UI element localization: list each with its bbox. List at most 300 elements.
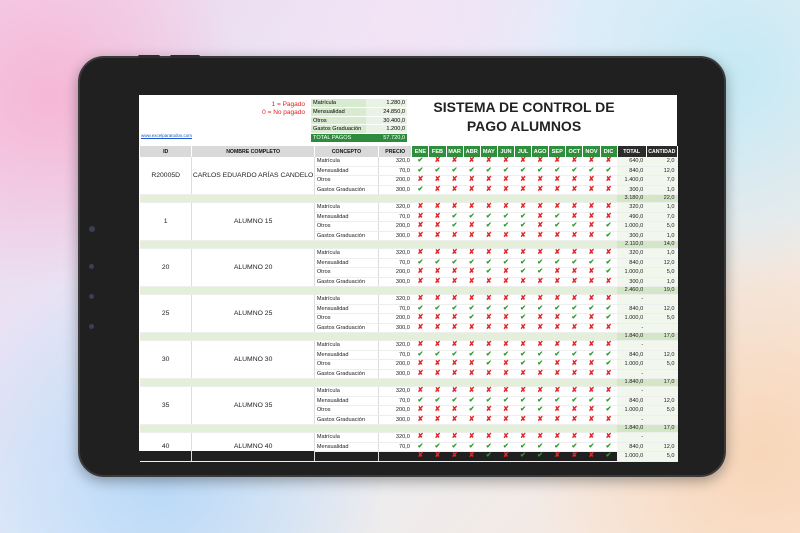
paid-check-icon[interactable]: ✔ [549, 304, 566, 314]
unpaid-cross-icon[interactable]: ✘ [412, 203, 429, 213]
unpaid-cross-icon[interactable]: ✘ [429, 360, 446, 370]
paid-check-icon[interactable]: ✔ [583, 304, 600, 314]
unpaid-cross-icon[interactable]: ✘ [429, 406, 446, 416]
unpaid-cross-icon[interactable]: ✘ [480, 314, 497, 324]
paid-check-icon[interactable]: ✔ [549, 166, 566, 176]
price-cell[interactable]: 70,0 [379, 212, 412, 222]
unpaid-cross-icon[interactable]: ✘ [497, 185, 514, 195]
unpaid-cross-icon[interactable]: ✘ [429, 176, 446, 186]
paid-check-icon[interactable]: ✔ [480, 222, 497, 232]
price-cell[interactable]: 70,0 [379, 166, 412, 176]
unpaid-cross-icon[interactable]: ✘ [463, 369, 480, 379]
unpaid-cross-icon[interactable]: ✘ [480, 369, 497, 379]
paid-check-icon[interactable]: ✔ [532, 258, 549, 268]
total-cell[interactable]: 1.000,0 [617, 222, 646, 232]
concept-cell[interactable]: Otros [314, 314, 378, 324]
concept-cell[interactable]: Gastos Graduación [314, 231, 378, 241]
unpaid-cross-icon[interactable]: ✘ [566, 212, 583, 222]
unpaid-cross-icon[interactable]: ✘ [497, 341, 514, 351]
unpaid-cross-icon[interactable]: ✘ [480, 295, 497, 305]
paid-check-icon[interactable]: ✔ [566, 304, 583, 314]
qty-cell[interactable] [646, 341, 677, 351]
unpaid-cross-icon[interactable]: ✘ [446, 415, 463, 425]
price-cell[interactable]: 70,0 [379, 396, 412, 406]
paid-check-icon[interactable]: ✔ [412, 166, 429, 176]
paid-check-icon[interactable]: ✔ [515, 166, 532, 176]
unpaid-cross-icon[interactable]: ✘ [497, 360, 514, 370]
total-cell[interactable]: - [617, 415, 646, 425]
unpaid-cross-icon[interactable]: ✘ [429, 203, 446, 213]
paid-check-icon[interactable]: ✔ [446, 396, 463, 406]
unpaid-cross-icon[interactable]: ✘ [532, 203, 549, 213]
unpaid-cross-icon[interactable]: ✘ [532, 341, 549, 351]
unpaid-cross-icon[interactable]: ✘ [446, 360, 463, 370]
total-cell[interactable]: 300,0 [617, 185, 646, 195]
unpaid-cross-icon[interactable]: ✘ [446, 295, 463, 305]
paid-check-icon[interactable]: ✔ [480, 212, 497, 222]
student-id[interactable]: 40 [140, 433, 192, 462]
price-cell[interactable]: 200,0 [379, 360, 412, 370]
concept-cell[interactable]: Matrícula [314, 203, 378, 213]
price-cell[interactable]: 320,0 [379, 341, 412, 351]
paid-check-icon[interactable]: ✔ [480, 166, 497, 176]
paid-check-icon[interactable]: ✔ [600, 304, 617, 314]
qty-cell[interactable]: 5,0 [646, 406, 677, 416]
paid-check-icon[interactable]: ✔ [446, 212, 463, 222]
col-price[interactable]: PRECIO [379, 146, 412, 157]
student-name[interactable]: ALUMNO 20 [192, 249, 314, 287]
paid-check-icon[interactable]: ✔ [600, 166, 617, 176]
concept-cell[interactable]: Gastos Graduación [314, 185, 378, 195]
paid-check-icon[interactable]: ✔ [532, 360, 549, 370]
student-id[interactable]: 35 [140, 387, 192, 425]
unpaid-cross-icon[interactable]: ✘ [480, 157, 497, 166]
price-cell[interactable]: 320,0 [379, 203, 412, 213]
paid-check-icon[interactable]: ✔ [515, 396, 532, 406]
unpaid-cross-icon[interactable]: ✘ [412, 222, 429, 232]
paid-check-icon[interactable]: ✔ [497, 304, 514, 314]
concept-cell[interactable]: Gastos Graduación [314, 323, 378, 333]
unpaid-cross-icon[interactable]: ✘ [549, 277, 566, 287]
unpaid-cross-icon[interactable]: ✘ [600, 341, 617, 351]
unpaid-cross-icon[interactable]: ✘ [600, 295, 617, 305]
unpaid-cross-icon[interactable]: ✘ [463, 249, 480, 259]
unpaid-cross-icon[interactable]: ✘ [497, 433, 514, 443]
paid-check-icon[interactable]: ✔ [515, 452, 532, 462]
unpaid-cross-icon[interactable]: ✘ [566, 415, 583, 425]
unpaid-cross-icon[interactable]: ✘ [463, 341, 480, 351]
paid-check-icon[interactable]: ✔ [463, 406, 480, 416]
paid-check-icon[interactable]: ✔ [480, 452, 497, 462]
paid-check-icon[interactable]: ✔ [480, 268, 497, 278]
paid-check-icon[interactable]: ✔ [515, 314, 532, 324]
paid-check-icon[interactable]: ✔ [549, 350, 566, 360]
student-name[interactable]: ALUMNO 35 [192, 387, 314, 425]
price-cell[interactable]: 300,0 [379, 369, 412, 379]
unpaid-cross-icon[interactable]: ✘ [480, 387, 497, 397]
total-cell[interactable]: 300,0 [617, 277, 646, 287]
unpaid-cross-icon[interactable]: ✘ [549, 369, 566, 379]
unpaid-cross-icon[interactable]: ✘ [549, 314, 566, 324]
price-cell[interactable]: 200,0 [379, 314, 412, 324]
paid-check-icon[interactable]: ✔ [412, 350, 429, 360]
price-cell[interactable]: 70,0 [379, 442, 412, 452]
unpaid-cross-icon[interactable]: ✘ [515, 387, 532, 397]
concept-cell[interactable]: Matrícula [314, 295, 378, 305]
total-cell[interactable]: 1.000,0 [617, 452, 646, 462]
unpaid-cross-icon[interactable]: ✘ [566, 387, 583, 397]
unpaid-cross-icon[interactable]: ✘ [583, 415, 600, 425]
qty-cell[interactable] [646, 433, 677, 443]
unpaid-cross-icon[interactable]: ✘ [429, 433, 446, 443]
unpaid-cross-icon[interactable]: ✘ [549, 360, 566, 370]
paid-check-icon[interactable]: ✔ [515, 406, 532, 416]
subtotal-total[interactable]: 1.840,0 [617, 379, 646, 387]
paid-check-icon[interactable]: ✔ [463, 350, 480, 360]
unpaid-cross-icon[interactable]: ✘ [463, 176, 480, 186]
subtotal-total[interactable]: 3.180,0 [617, 195, 646, 203]
unpaid-cross-icon[interactable]: ✘ [412, 323, 429, 333]
unpaid-cross-icon[interactable]: ✘ [446, 341, 463, 351]
paid-check-icon[interactable]: ✔ [515, 212, 532, 222]
concept-cell[interactable]: Mensualidad [314, 442, 378, 452]
subtotal-qty[interactable]: 19,0 [646, 287, 677, 295]
paid-check-icon[interactable]: ✔ [497, 258, 514, 268]
concept-cell[interactable]: Matrícula [314, 249, 378, 259]
unpaid-cross-icon[interactable]: ✘ [429, 268, 446, 278]
unpaid-cross-icon[interactable]: ✘ [446, 249, 463, 259]
price-cell[interactable]: 320,0 [379, 295, 412, 305]
student-id[interactable]: 25 [140, 295, 192, 333]
unpaid-cross-icon[interactable]: ✘ [429, 212, 446, 222]
unpaid-cross-icon[interactable]: ✘ [515, 176, 532, 186]
paid-check-icon[interactable]: ✔ [446, 442, 463, 452]
unpaid-cross-icon[interactable]: ✘ [463, 360, 480, 370]
col-month[interactable]: DIC [600, 146, 617, 157]
unpaid-cross-icon[interactable]: ✘ [480, 323, 497, 333]
unpaid-cross-icon[interactable]: ✘ [600, 185, 617, 195]
qty-cell[interactable]: 5,0 [646, 222, 677, 232]
concept-cell[interactable]: Mensualidad [314, 258, 378, 268]
paid-check-icon[interactable]: ✔ [549, 442, 566, 452]
subtotal-qty[interactable]: 17,0 [646, 379, 677, 387]
paid-check-icon[interactable]: ✔ [497, 396, 514, 406]
unpaid-cross-icon[interactable]: ✘ [429, 323, 446, 333]
unpaid-cross-icon[interactable]: ✘ [463, 185, 480, 195]
unpaid-cross-icon[interactable]: ✘ [583, 360, 600, 370]
concept-cell[interactable]: Gastos Graduación [314, 415, 378, 425]
qty-cell[interactable]: 5,0 [646, 452, 677, 462]
unpaid-cross-icon[interactable]: ✘ [583, 295, 600, 305]
unpaid-cross-icon[interactable]: ✘ [515, 415, 532, 425]
unpaid-cross-icon[interactable]: ✘ [446, 231, 463, 241]
unpaid-cross-icon[interactable]: ✘ [515, 323, 532, 333]
concept-cell[interactable]: Otros [314, 222, 378, 232]
qty-cell[interactable]: 1,0 [646, 249, 677, 259]
qty-cell[interactable]: 12,0 [646, 396, 677, 406]
unpaid-cross-icon[interactable]: ✘ [412, 369, 429, 379]
concept-cell[interactable]: Otros [314, 360, 378, 370]
unpaid-cross-icon[interactable]: ✘ [600, 369, 617, 379]
paid-check-icon[interactable]: ✔ [412, 304, 429, 314]
paid-check-icon[interactable]: ✔ [549, 258, 566, 268]
unpaid-cross-icon[interactable]: ✘ [515, 341, 532, 351]
unpaid-cross-icon[interactable]: ✘ [583, 323, 600, 333]
student-name[interactable]: ALUMNO 25 [192, 295, 314, 333]
unpaid-cross-icon[interactable]: ✘ [549, 387, 566, 397]
unpaid-cross-icon[interactable]: ✘ [532, 314, 549, 324]
unpaid-cross-icon[interactable]: ✘ [532, 433, 549, 443]
paid-check-icon[interactable]: ✔ [463, 314, 480, 324]
unpaid-cross-icon[interactable]: ✘ [583, 341, 600, 351]
unpaid-cross-icon[interactable]: ✘ [600, 277, 617, 287]
unpaid-cross-icon[interactable]: ✘ [412, 452, 429, 462]
unpaid-cross-icon[interactable]: ✘ [446, 406, 463, 416]
paid-check-icon[interactable]: ✔ [566, 350, 583, 360]
unpaid-cross-icon[interactable]: ✘ [583, 231, 600, 241]
unpaid-cross-icon[interactable]: ✘ [600, 212, 617, 222]
concept-cell[interactable]: Mensualidad [314, 350, 378, 360]
unpaid-cross-icon[interactable]: ✘ [497, 268, 514, 278]
qty-cell[interactable]: 5,0 [646, 268, 677, 278]
paid-check-icon[interactable]: ✔ [446, 350, 463, 360]
unpaid-cross-icon[interactable]: ✘ [532, 415, 549, 425]
total-cell[interactable]: - [617, 369, 646, 379]
unpaid-cross-icon[interactable]: ✘ [480, 433, 497, 443]
unpaid-cross-icon[interactable]: ✘ [497, 406, 514, 416]
unpaid-cross-icon[interactable]: ✘ [497, 295, 514, 305]
qty-cell[interactable]: 12,0 [646, 350, 677, 360]
paid-check-icon[interactable]: ✔ [515, 304, 532, 314]
unpaid-cross-icon[interactable]: ✘ [566, 452, 583, 462]
unpaid-cross-icon[interactable]: ✘ [480, 415, 497, 425]
unpaid-cross-icon[interactable]: ✘ [532, 323, 549, 333]
unpaid-cross-icon[interactable]: ✘ [429, 369, 446, 379]
unpaid-cross-icon[interactable]: ✘ [412, 341, 429, 351]
unpaid-cross-icon[interactable]: ✘ [515, 433, 532, 443]
unpaid-cross-icon[interactable]: ✘ [446, 452, 463, 462]
unpaid-cross-icon[interactable]: ✘ [412, 249, 429, 259]
unpaid-cross-icon[interactable]: ✘ [412, 176, 429, 186]
unpaid-cross-icon[interactable]: ✘ [549, 185, 566, 195]
total-cell[interactable]: 1.000,0 [617, 314, 646, 324]
paid-check-icon[interactable]: ✔ [429, 166, 446, 176]
summary-value[interactable]: 30.400,0 [366, 117, 407, 126]
qty-cell[interactable]: 1,0 [646, 185, 677, 195]
paid-check-icon[interactable]: ✔ [515, 350, 532, 360]
unpaid-cross-icon[interactable]: ✘ [549, 295, 566, 305]
paid-check-icon[interactable]: ✔ [446, 304, 463, 314]
unpaid-cross-icon[interactable]: ✘ [463, 433, 480, 443]
col-month[interactable]: ENE [412, 146, 429, 157]
price-cell[interactable]: 200,0 [379, 176, 412, 186]
unpaid-cross-icon[interactable]: ✘ [446, 387, 463, 397]
paid-check-icon[interactable]: ✔ [583, 258, 600, 268]
unpaid-cross-icon[interactable]: ✘ [549, 433, 566, 443]
total-cell[interactable]: - [617, 323, 646, 333]
unpaid-cross-icon[interactable]: ✘ [480, 231, 497, 241]
paid-check-icon[interactable]: ✔ [515, 268, 532, 278]
unpaid-cross-icon[interactable]: ✘ [549, 249, 566, 259]
unpaid-cross-icon[interactable]: ✘ [532, 369, 549, 379]
concept-cell[interactable]: Mensualidad [314, 396, 378, 406]
col-month[interactable]: NOV [583, 146, 600, 157]
unpaid-cross-icon[interactable]: ✘ [480, 406, 497, 416]
paid-check-icon[interactable]: ✔ [446, 166, 463, 176]
unpaid-cross-icon[interactable]: ✘ [515, 231, 532, 241]
unpaid-cross-icon[interactable]: ✘ [515, 157, 532, 166]
col-qty[interactable]: CANTIDAD [646, 146, 677, 157]
unpaid-cross-icon[interactable]: ✘ [412, 314, 429, 324]
concept-cell[interactable]: Otros [314, 268, 378, 278]
unpaid-cross-icon[interactable]: ✘ [549, 323, 566, 333]
paid-check-icon[interactable]: ✔ [600, 222, 617, 232]
unpaid-cross-icon[interactable]: ✘ [515, 249, 532, 259]
qty-cell[interactable]: 1,0 [646, 203, 677, 213]
unpaid-cross-icon[interactable]: ✘ [583, 222, 600, 232]
unpaid-cross-icon[interactable]: ✘ [412, 406, 429, 416]
col-month[interactable]: MAR [446, 146, 463, 157]
student-name[interactable]: CARLOS EDUARDO ARÍAS CANDELO [192, 157, 314, 195]
unpaid-cross-icon[interactable]: ✘ [480, 185, 497, 195]
paid-check-icon[interactable]: ✔ [532, 304, 549, 314]
unpaid-cross-icon[interactable]: ✘ [566, 433, 583, 443]
unpaid-cross-icon[interactable]: ✘ [497, 277, 514, 287]
total-cell[interactable]: 840,0 [617, 304, 646, 314]
price-cell[interactable]: 200,0 [379, 222, 412, 232]
unpaid-cross-icon[interactable]: ✘ [412, 415, 429, 425]
unpaid-cross-icon[interactable]: ✘ [429, 452, 446, 462]
qty-cell[interactable]: 1,0 [646, 277, 677, 287]
unpaid-cross-icon[interactable]: ✘ [549, 268, 566, 278]
total-cell[interactable]: 490,0 [617, 212, 646, 222]
concept-cell[interactable]: Mensualidad [314, 304, 378, 314]
paid-check-icon[interactable]: ✔ [429, 304, 446, 314]
total-cell[interactable]: - [617, 295, 646, 305]
unpaid-cross-icon[interactable]: ✘ [412, 360, 429, 370]
unpaid-cross-icon[interactable]: ✘ [583, 452, 600, 462]
unpaid-cross-icon[interactable]: ✘ [583, 185, 600, 195]
paid-check-icon[interactable]: ✔ [412, 442, 429, 452]
col-month[interactable]: MAY [480, 146, 497, 157]
unpaid-cross-icon[interactable]: ✘ [446, 185, 463, 195]
unpaid-cross-icon[interactable]: ✘ [463, 277, 480, 287]
unpaid-cross-icon[interactable]: ✘ [549, 157, 566, 166]
unpaid-cross-icon[interactable]: ✘ [549, 415, 566, 425]
paid-check-icon[interactable]: ✔ [600, 452, 617, 462]
unpaid-cross-icon[interactable]: ✘ [429, 314, 446, 324]
paid-check-icon[interactable]: ✔ [600, 396, 617, 406]
paid-check-icon[interactable]: ✔ [600, 258, 617, 268]
unpaid-cross-icon[interactable]: ✘ [515, 295, 532, 305]
unpaid-cross-icon[interactable]: ✘ [566, 203, 583, 213]
paid-check-icon[interactable]: ✔ [515, 360, 532, 370]
unpaid-cross-icon[interactable]: ✘ [532, 249, 549, 259]
paid-check-icon[interactable]: ✔ [429, 396, 446, 406]
unpaid-cross-icon[interactable]: ✘ [446, 277, 463, 287]
paid-check-icon[interactable]: ✔ [515, 442, 532, 452]
unpaid-cross-icon[interactable]: ✘ [429, 249, 446, 259]
unpaid-cross-icon[interactable]: ✘ [446, 268, 463, 278]
unpaid-cross-icon[interactable]: ✘ [463, 203, 480, 213]
unpaid-cross-icon[interactable]: ✘ [532, 231, 549, 241]
total-cell[interactable]: 1.000,0 [617, 268, 646, 278]
unpaid-cross-icon[interactable]: ✘ [566, 369, 583, 379]
unpaid-cross-icon[interactable]: ✘ [532, 295, 549, 305]
unpaid-cross-icon[interactable]: ✘ [566, 406, 583, 416]
col-month[interactable]: SEP [549, 146, 566, 157]
concept-cell[interactable]: Mensualidad [314, 166, 378, 176]
unpaid-cross-icon[interactable]: ✘ [583, 268, 600, 278]
total-cell[interactable]: 840,0 [617, 442, 646, 452]
unpaid-cross-icon[interactable]: ✘ [583, 314, 600, 324]
unpaid-cross-icon[interactable]: ✘ [532, 212, 549, 222]
price-cell[interactable]: 300,0 [379, 415, 412, 425]
price-cell[interactable]: 320,0 [379, 387, 412, 397]
unpaid-cross-icon[interactable]: ✘ [566, 360, 583, 370]
unpaid-cross-icon[interactable]: ✘ [600, 433, 617, 443]
paid-check-icon[interactable]: ✔ [600, 360, 617, 370]
unpaid-cross-icon[interactable]: ✘ [600, 157, 617, 166]
unpaid-cross-icon[interactable]: ✘ [515, 369, 532, 379]
qty-cell[interactable]: 7,0 [646, 212, 677, 222]
subtotal-qty[interactable]: 17,0 [646, 333, 677, 341]
total-cell[interactable]: 640,0 [617, 157, 646, 166]
unpaid-cross-icon[interactable]: ✘ [600, 415, 617, 425]
unpaid-cross-icon[interactable]: ✘ [429, 387, 446, 397]
col-month[interactable]: JUL [515, 146, 532, 157]
paid-check-icon[interactable]: ✔ [412, 396, 429, 406]
unpaid-cross-icon[interactable]: ✘ [463, 387, 480, 397]
unpaid-cross-icon[interactable]: ✘ [446, 203, 463, 213]
paid-check-icon[interactable]: ✔ [600, 314, 617, 324]
unpaid-cross-icon[interactable]: ✘ [583, 157, 600, 166]
summary-value[interactable]: 1.200,0 [366, 125, 407, 134]
total-cell[interactable]: 840,0 [617, 396, 646, 406]
unpaid-cross-icon[interactable]: ✘ [446, 323, 463, 333]
total-cell[interactable]: - [617, 341, 646, 351]
unpaid-cross-icon[interactable]: ✘ [497, 203, 514, 213]
unpaid-cross-icon[interactable]: ✘ [566, 295, 583, 305]
qty-cell[interactable]: 2,0 [646, 157, 677, 166]
price-cell[interactable]: 320,0 [379, 433, 412, 443]
unpaid-cross-icon[interactable]: ✘ [497, 323, 514, 333]
unpaid-cross-icon[interactable]: ✘ [515, 203, 532, 213]
concept-cell[interactable]: Matrícula [314, 341, 378, 351]
qty-cell[interactable]: 12,0 [646, 304, 677, 314]
paid-check-icon[interactable]: ✔ [463, 304, 480, 314]
qty-cell[interactable] [646, 415, 677, 425]
unpaid-cross-icon[interactable]: ✘ [429, 415, 446, 425]
paid-check-icon[interactable]: ✔ [566, 222, 583, 232]
paid-check-icon[interactable]: ✔ [566, 442, 583, 452]
paid-check-icon[interactable]: ✔ [412, 258, 429, 268]
unpaid-cross-icon[interactable]: ✘ [532, 387, 549, 397]
unpaid-cross-icon[interactable]: ✘ [566, 176, 583, 186]
concept-cell[interactable]: Otros [314, 452, 378, 462]
unpaid-cross-icon[interactable]: ✘ [549, 203, 566, 213]
unpaid-cross-icon[interactable]: ✘ [600, 387, 617, 397]
paid-check-icon[interactable]: ✔ [429, 258, 446, 268]
paid-check-icon[interactable]: ✔ [600, 442, 617, 452]
unpaid-cross-icon[interactable]: ✘ [566, 249, 583, 259]
col-concept[interactable]: CONCEPTO [314, 146, 378, 157]
unpaid-cross-icon[interactable]: ✘ [515, 185, 532, 195]
col-id[interactable]: ID [140, 146, 192, 157]
paid-check-icon[interactable]: ✔ [480, 258, 497, 268]
unpaid-cross-icon[interactable]: ✘ [480, 176, 497, 186]
paid-check-icon[interactable]: ✔ [566, 314, 583, 324]
